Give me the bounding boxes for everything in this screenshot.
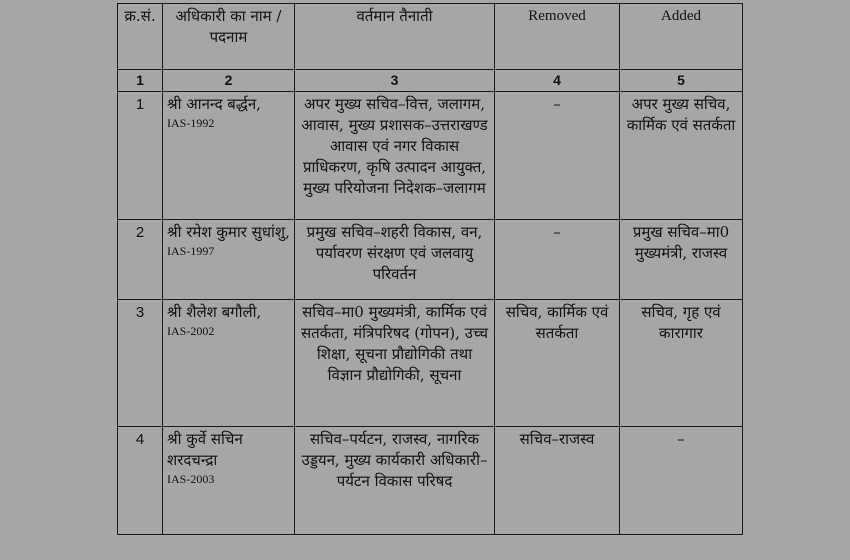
serial-number: 4 <box>118 427 163 535</box>
officer-cell <box>163 427 295 535</box>
removed-posting: सचिव, कार्मिक एवं सतर्कता <box>495 300 620 427</box>
table-row <box>118 427 743 535</box>
header-current-posting: वर्तमान तैनाती <box>295 4 495 70</box>
posting-table <box>117 3 743 535</box>
officer-cell <box>163 300 295 427</box>
removed-posting: – <box>495 92 620 220</box>
officer-name: श्री कुर्वे सचिन शरदचन्द्रा <box>167 430 243 469</box>
officer-cell <box>163 92 295 220</box>
header-row <box>118 4 743 70</box>
removed-posting: – <box>495 220 620 300</box>
current-posting: अपर मुख्य सचिव–वित्त, जलागम, आवास, मुख्य प्रशासक–उत्तराखण्ड आवास एवं नगर विकास प्राधिकरण, कृषि उत्पादन आयुक्त, मुख्य परियोजना निदेशक–जलागम <box>295 92 495 220</box>
column-number: 4 <box>495 70 620 92</box>
officer-name: श्री रमेश कुमार सुधांशु, <box>167 223 290 241</box>
officer-service: IAS-1997 <box>167 244 215 258</box>
officer-service: IAS-2003 <box>167 472 215 486</box>
header-officer: अधिकारी का नाम / पदनाम <box>163 4 295 70</box>
column-number: 1 <box>118 70 163 92</box>
table-row <box>118 300 743 427</box>
column-number: 5 <box>620 70 743 92</box>
officer-name: श्री आनन्द बर्द्धन, <box>167 95 261 113</box>
header-sn: क्र.सं. <box>118 4 163 70</box>
officer-cell <box>163 220 295 300</box>
serial-number: 2 <box>118 220 163 300</box>
current-posting: प्रमुख सचिव–शहरी विकास, वन, पर्यावरण संरक्षण एवं जलवायु परिवर्तन <box>295 220 495 300</box>
column-number: 2 <box>163 70 295 92</box>
column-number: 3 <box>295 70 495 92</box>
officer-name: श्री शैलेश बगौली, <box>167 303 262 321</box>
added-posting: – <box>620 427 743 535</box>
serial-number: 1 <box>118 92 163 220</box>
current-posting: सचिव–पर्यटन, राजस्व, नागरिक उड्डयन, मुख्य कार्यकारी अधिकारी–पर्यटन विकास परिषद <box>295 427 495 535</box>
added-posting: सचिव, गृह एवं कारागार <box>620 300 743 427</box>
officer-service: IAS-2002 <box>167 324 215 338</box>
table-row <box>118 220 743 300</box>
serial-number: 3 <box>118 300 163 427</box>
removed-posting: सचिव–राजस्व <box>495 427 620 535</box>
header-removed: Removed <box>495 4 620 70</box>
added-posting: प्रमुख सचिव–मा0 मुख्यमंत्री, राजस्व <box>620 220 743 300</box>
officer-service: IAS-1992 <box>167 116 215 130</box>
added-posting: अपर मुख्य सचिव, कार्मिक एवं सतर्कता <box>620 92 743 220</box>
current-posting: सचिव–मा0 मुख्यमंत्री, कार्मिक एवं सतर्कता, मंत्रिपरिषद (गोपन), उच्च शिक्षा, सूचना प्रौद्योगिकी तथा विज्ञान प्रौद्योगिकी, सूचना <box>295 300 495 427</box>
header-added: Added <box>620 4 743 70</box>
table-row <box>118 92 743 220</box>
column-number-row <box>118 70 743 92</box>
